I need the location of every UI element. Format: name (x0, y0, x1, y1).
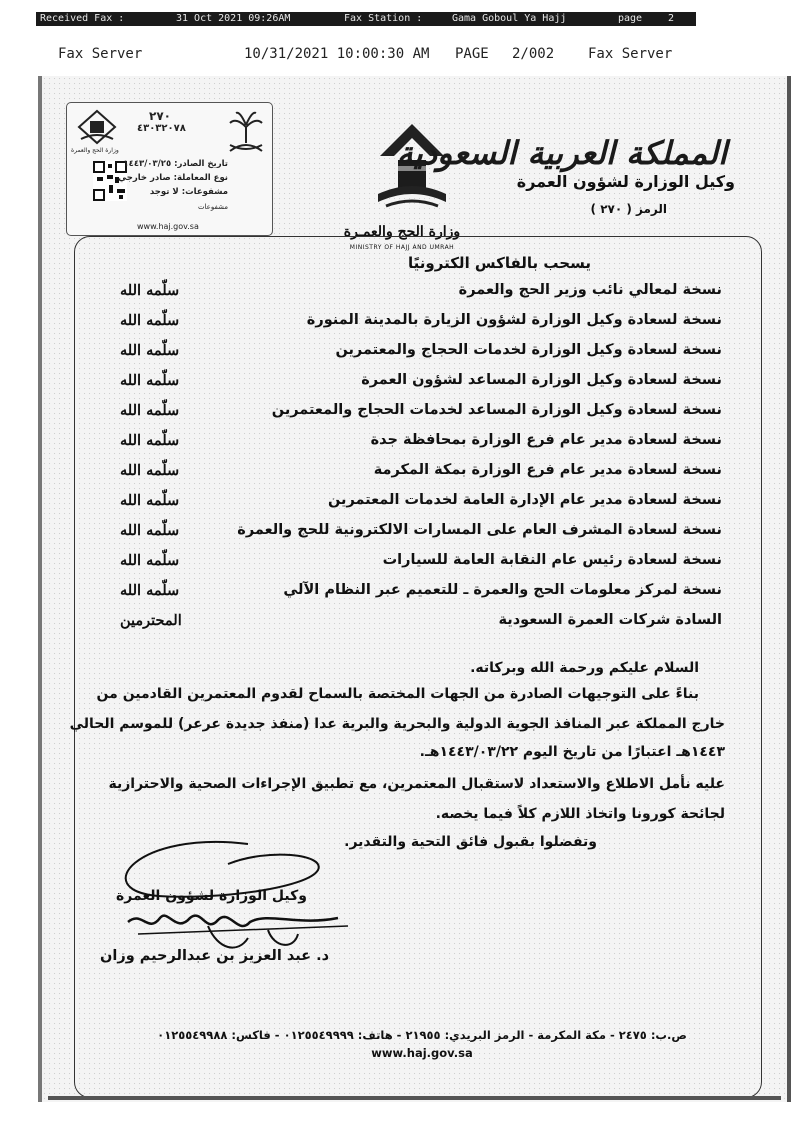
cc-recipient-row (102, 612, 722, 640)
cc-salutation: سلّمه الله (120, 582, 180, 599)
palm-swords-emblem-icon (226, 109, 266, 157)
stamp-attachments: مشفوعات: لا توجد (149, 187, 228, 197)
ministry-name-arabic: وزارة الحج والعمـرة (343, 224, 461, 240)
cc-recipient-row (102, 282, 722, 310)
fax-page-count: 2/002 (512, 46, 555, 62)
stamp-website: www.haj.gov.sa (137, 222, 199, 231)
cc-salutation: سلّمه الله (120, 552, 180, 569)
signatory-title: وكيل الوزارة لشؤون العمرة (116, 888, 307, 904)
deputy-title: وكيل الوزارة لشؤون العمرة (516, 172, 735, 191)
cc-salutation: سلّمه الله (120, 402, 180, 419)
stamp-attachments-label: مشفوعات (197, 203, 228, 211)
body-paragraph-line: خارج المملكة عبر المنافذ الجوية الدولية والبحرية والبرية عدا (منفذ جديدة عرعر) للموسم الحالي (69, 716, 725, 732)
cc-salutation: سلّمه الله (120, 372, 180, 389)
cc-recipient-row (102, 552, 722, 580)
body-paragraph-line: بناءً على التوجيهات الصادرة من الجهات المختصة بالسماح لقدوم المعتمرين القادمين من (96, 686, 699, 702)
cc-recipient-text: نسخة لسعادة رئيس عام النقابة العامة للسيارات (382, 552, 722, 568)
cc-salutation: سلّمه الله (120, 282, 180, 299)
ministry-name-english: MINISTRY OF HAJJ AND UMRAH (349, 244, 455, 251)
cc-recipient-text: نسخة لمركز معلومات الحج والعمرة ـ للتعميم عبر النظام الآلي (283, 582, 722, 598)
fax-note: يسحب بالفاكس الكترونيًا (408, 254, 591, 272)
cc-recipient-row (102, 582, 722, 610)
cc-recipient-row (102, 432, 722, 460)
cc-salutation: سلّمه الله (120, 342, 180, 359)
cc-salutation: المحترمين (120, 612, 182, 629)
cc-salutation: سلّمه الله (120, 492, 180, 509)
station-name: Gama Goboul Ya Hajj (452, 13, 567, 24)
cc-recipient-text: نسخة لسعادة مدير عام فرع الوزارة بمحافظة جدة (370, 432, 722, 448)
stamp-code: ٤٣٠٣٢٠٧٨ (137, 123, 186, 134)
cc-salutation: سلّمه الله (120, 522, 180, 539)
cc-recipient-text: نسخة لسعادة مدير عام فرع الوزارة بمكة المكرمة (373, 462, 722, 478)
kingdom-title: المملكة العربية السعودية (396, 134, 727, 172)
fax-page-label: PAGE (455, 46, 489, 62)
ministry-emblem-icon (75, 109, 119, 147)
fax-server-left: Fax Server (58, 46, 143, 62)
stamp-emblem-caption: وزارة الحج والعمرة (71, 147, 119, 154)
page-label: page (618, 13, 643, 24)
body-paragraph-line: عليه نأمل الاطلاع والاستعداد لاستقبال المعتمرين، مع تطبيق الإجراءات الصحية والاحترازية (108, 776, 725, 792)
closing: وتفضلوا بقبول فائق التحية والتقدير. (344, 834, 597, 850)
page-value: 2 (668, 13, 675, 24)
cc-recipient-text: نسخة لسعادة وكيل الوزارة لشؤون الزيارة بالمدينة المنورة (306, 312, 722, 328)
stamp-issue-date: تاريخ الصادر: ١٤٤٣/٠٣/٢٥ (123, 159, 228, 169)
received-label: Received Fax : (40, 13, 125, 24)
page-bottom-edge (48, 1096, 781, 1100)
reference-code: الرمز ( ٢٧٠ ) (590, 202, 667, 216)
footer-website: www.haj.gov.sa (371, 1046, 473, 1060)
letter-page (38, 76, 791, 1102)
fax-server-right: Fax Server (588, 46, 673, 62)
cc-recipient-row (102, 342, 722, 370)
cc-recipient-text: نسخة لسعادة مدير عام الإدارة العامة لخدمات المعتمرين (327, 492, 722, 508)
cc-recipient-text: نسخة لسعادة وكيل الوزارة المساعد لشؤون العمرة (361, 372, 722, 388)
cc-recipient-text: نسخة لسعادة وكيل الوزارة لخدمات الحجاج والمعتمرين (335, 342, 722, 358)
cc-recipient-row (102, 312, 722, 340)
body-paragraph-line: ١٤٤٣هـ اعتبارًا من تاريخ اليوم ١٤٤٣/٠٣/٢٢هـ. (419, 744, 725, 760)
cc-salutation: سلّمه الله (120, 312, 180, 329)
footer-address: ص.ب: ٢٤٧٥ - مكة المكرمة - الرمز البريدي: ٢١٩٥٥ - هاتف: ٠١٢٥٥٤٩٩٩٩ - فاكس: ٠١٢٥٥٤٩٩٨٨ (157, 1028, 687, 1042)
fax-datetime: 10/31/2021 10:00:30 AM (244, 46, 430, 62)
cc-salutation: سلّمه الله (120, 462, 180, 479)
received-time: 31 Oct 2021 09:26AM (176, 13, 291, 24)
greeting: السلام عليكم ورحمة الله وبركاته. (470, 660, 699, 676)
stamp-transaction-type: نوع المعاملة: صادر خارجي (118, 173, 228, 183)
cc-recipient-row (102, 402, 722, 430)
signatory-name: د. عبد العزيز بن عبدالرحيم وزان (100, 948, 330, 964)
cc-recipient-row (102, 522, 722, 550)
fax-transmission-bar (36, 12, 696, 26)
cc-recipient-row (102, 462, 722, 490)
cc-recipient-text: نسخة لسعادة وكيل الوزارة المساعد لخدمات الحجاج والمعتمرين (271, 402, 722, 418)
station-label: Fax Station : (344, 13, 423, 24)
body-paragraph-line: لجائحة كورونا واتخاذ اللازم كلاً فيما يخصه. (435, 806, 725, 822)
cc-recipient-row (102, 492, 722, 520)
stamp-number: ٢٧٠ (149, 109, 171, 123)
cc-salutation: سلّمه الله (120, 432, 180, 449)
cc-recipient-text: نسخة لسعادة المشرف العام على المسارات الالكترونية للحج والعمرة (237, 522, 722, 538)
cc-recipient-text: نسخة لمعالي نائب وزير الحج والعمرة (458, 282, 722, 298)
outgoing-stamp (66, 102, 273, 236)
cc-recipient-text: السادة شركات العمرة السعودية (498, 612, 722, 628)
fax-server-line (0, 46, 800, 66)
cc-recipient-row (102, 372, 722, 400)
